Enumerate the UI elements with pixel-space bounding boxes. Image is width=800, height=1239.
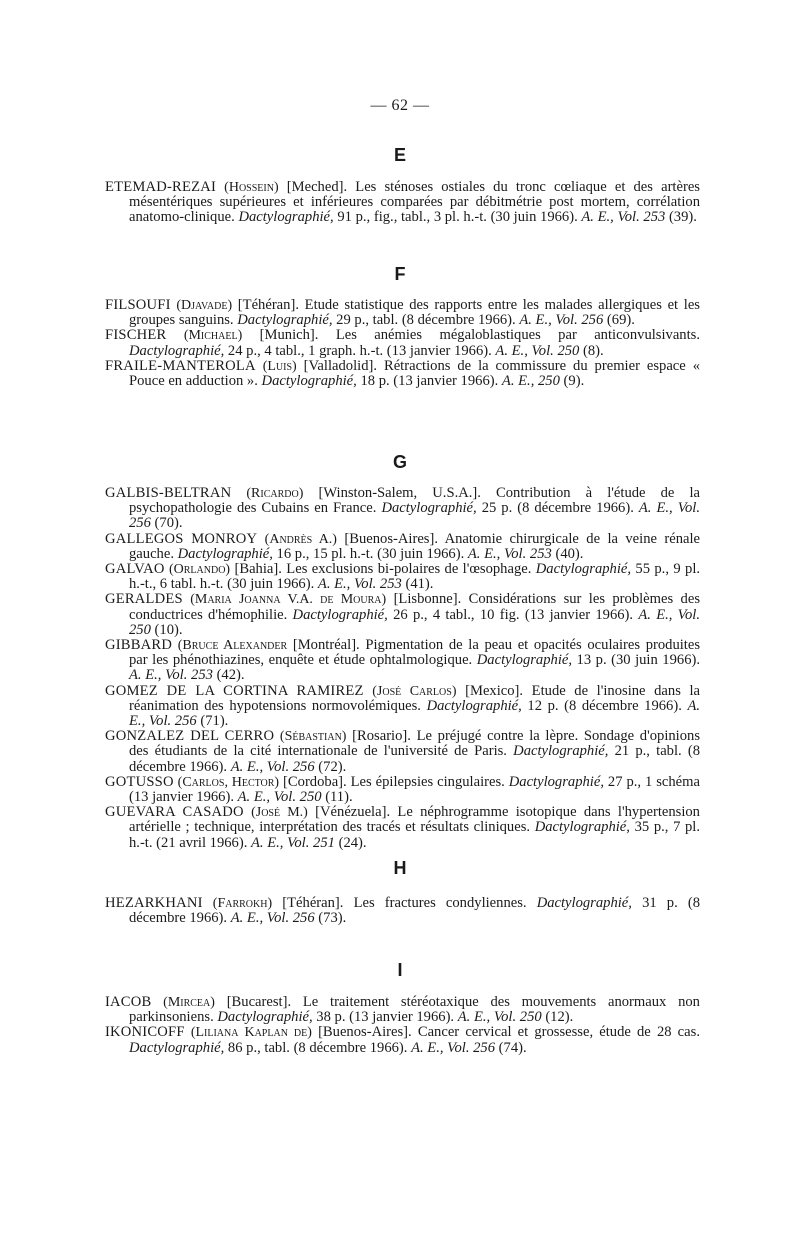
thesis-title: Cancer cervical et grossesse, étude de 28 cas. bbox=[417, 1024, 700, 1041]
bibliography-entry bbox=[105, 684, 700, 730]
author-name: FILSOUFI bbox=[105, 297, 171, 313]
entry-number: (39). bbox=[668, 209, 697, 226]
format-note: Dactylographié, bbox=[237, 312, 333, 329]
author-given-name: (Orlando) bbox=[168, 562, 231, 578]
bibliography-entry bbox=[105, 775, 700, 805]
author-name: GOMEZ DE LA CORTINA RAMIREZ bbox=[105, 682, 364, 699]
section-letter-i: I bbox=[397, 960, 403, 980]
author-city: [Munich]. bbox=[259, 327, 319, 344]
thesis-title: Pigmentation de la peau et opacités oculaires produites par les phénothiazines, enquête et étude ophtalmologique. bbox=[129, 637, 701, 669]
author-city: [Montréal]. bbox=[292, 637, 360, 654]
author-name: HEZARKHANI bbox=[105, 895, 203, 911]
entry-number: (40). bbox=[555, 545, 584, 562]
format-note: Dactylographié, bbox=[238, 209, 334, 226]
physical-details: 16 p., 15 pl. h.-t. (30 juin 1966). bbox=[276, 545, 465, 562]
section-letter-e: E bbox=[393, 145, 406, 165]
bibliography-entry bbox=[105, 729, 700, 775]
author-city: [Bucarest]. bbox=[226, 994, 292, 1010]
thesis-title: Etude de l'inosine dans la réanimation des hypotensions normovolémiques. bbox=[129, 682, 701, 714]
entry-number: (74). bbox=[498, 1039, 527, 1056]
physical-details: 55 p., 9 pl. h.-t., 6 tabl. h.-t. (30 juin 1966). bbox=[129, 561, 701, 593]
volume-reference: A. E., Vol. 256 bbox=[129, 697, 701, 730]
bibliography-entry bbox=[105, 180, 700, 226]
thesis-title: Le néphrogramme isotopique dans l'hypertension artérielle ; technique, interprétation des tracés et résultats cliniques. bbox=[129, 804, 700, 836]
physical-details: 35 p., 7 pl. h.-t. (21 avril 1966). bbox=[129, 819, 701, 851]
format-note: Dactylographié, bbox=[129, 1039, 225, 1056]
format-note: Dactylographié, bbox=[476, 652, 572, 669]
volume-reference: A. E., Vol. 253 bbox=[467, 545, 552, 562]
author-given-name: (Sébastian) bbox=[279, 729, 347, 745]
author-given-name: (Maria Joanna V.A. de Moura) bbox=[190, 592, 387, 608]
physical-details: 31 p. (8 décembre 1966). bbox=[129, 895, 700, 927]
thesis-title: Le préjugé contre la lèpre. Sondage d'opinions des étudiants de la cité internationale de l'université de Paris. bbox=[129, 728, 700, 760]
author-name: ETEMAD-REZAI bbox=[105, 179, 217, 195]
physical-details: 29 p., tabl. (8 décembre 1966). bbox=[336, 312, 516, 329]
entry-number: (10). bbox=[154, 621, 183, 638]
author-given-name: (Michael) bbox=[183, 328, 243, 344]
format-note: Dactylographié, bbox=[536, 895, 632, 911]
author-city: [Meched]. bbox=[286, 179, 348, 195]
entry-number: (73). bbox=[318, 910, 347, 927]
volume-reference: A. E., Vol. 256 bbox=[411, 1039, 495, 1056]
entry-number: (70). bbox=[154, 515, 183, 532]
author-name: FRAILE-MANTEROLA bbox=[105, 357, 256, 374]
author-given-name: (Djavade) bbox=[176, 298, 233, 313]
author-city: [Vénézuela]. bbox=[315, 804, 391, 821]
author-given-name: (Bruce Alexander bbox=[177, 638, 288, 654]
physical-details: 18 p. (13 janvier 1966). bbox=[360, 373, 499, 390]
thesis-title: Les anémies mégaloblastiques par anticonvulsivants. bbox=[335, 327, 700, 344]
physical-details: 24 p., 4 tabl., 1 graph. h.-t. (13 janvier 1966). bbox=[227, 342, 492, 359]
thesis-title: Anatomie chirurgicale de la veine rénale gauche. bbox=[129, 530, 700, 562]
author-city: [Buenos-Aires]. bbox=[318, 1024, 412, 1041]
author-given-name: (Farrokh) bbox=[212, 896, 273, 911]
author-city: [Buenos-Aires]. bbox=[344, 530, 438, 547]
entry-number: (42). bbox=[216, 667, 245, 684]
physical-details: 86 p., tabl. (8 décembre 1966). bbox=[227, 1039, 408, 1056]
format-note: Dactylographié, bbox=[129, 342, 225, 359]
author-given-name: (José Carlos) bbox=[372, 683, 457, 699]
author-name: GERALDES bbox=[105, 591, 183, 608]
author-given-name: (Mircea) bbox=[163, 995, 215, 1010]
format-note: Dactylographié, bbox=[177, 545, 273, 562]
format-note: Dactylographié, bbox=[426, 697, 522, 714]
physical-details: 26 p., 4 tabl., 10 fig. (13 janvier 1966). bbox=[393, 606, 634, 623]
entry-number: (9). bbox=[563, 373, 585, 390]
physical-details: 21 p., tabl. (8 décembre 1966). bbox=[129, 743, 701, 775]
author-given-name: (Hossein) bbox=[224, 180, 279, 195]
thesis-title: Les fractures condyliennes. bbox=[353, 895, 527, 911]
author-given-name: (Carlos, Hector) bbox=[177, 774, 280, 790]
entry-number: (71). bbox=[200, 713, 229, 730]
physical-details: 38 p. (13 janvier 1966). bbox=[316, 1009, 455, 1026]
volume-reference: A. E., Vol. 256 bbox=[230, 910, 315, 927]
format-note: Dactylographié, bbox=[508, 773, 604, 790]
author-city: [Valladolid]. bbox=[303, 357, 378, 374]
bibliography-entry bbox=[105, 1025, 700, 1055]
author-name: FISCHER bbox=[105, 327, 167, 344]
physical-details: 12 p. (8 décembre 1966). bbox=[527, 697, 682, 714]
author-given-name: (José M.) bbox=[251, 805, 308, 821]
author-city: [Téhéran]. bbox=[282, 895, 344, 911]
physical-details: 27 p., 1 schéma (13 janvier 1966). bbox=[129, 773, 700, 806]
section-h-entries bbox=[105, 896, 700, 926]
entry-number: (8). bbox=[582, 342, 604, 359]
format-note: Dactylographié, bbox=[535, 561, 632, 578]
format-note: Dactylographié, bbox=[534, 819, 630, 836]
bibliography-entry bbox=[105, 805, 700, 851]
bibliography-entry bbox=[105, 532, 700, 562]
author-city: [Bahia]. bbox=[234, 561, 282, 578]
section-f-entries bbox=[105, 298, 700, 389]
author-given-name: (Luis) bbox=[262, 358, 297, 374]
volume-reference: A. E., Vol. 256 bbox=[129, 500, 700, 532]
physical-details: 91 p., fig., tabl., 3 pl. h.-t. (30 juin 1966). bbox=[337, 209, 578, 226]
entry-number: (24). bbox=[338, 834, 367, 851]
author-name: IACOB bbox=[105, 994, 152, 1010]
bibliography-entry bbox=[105, 638, 700, 684]
author-city: [Mexico]. bbox=[465, 682, 524, 699]
physical-details: 25 p. (8 décembre 1966). bbox=[481, 500, 634, 517]
author-name: GIBBARD bbox=[105, 637, 173, 654]
volume-reference: A. E., Vol. 256 bbox=[230, 758, 315, 775]
section-g-entries bbox=[105, 486, 700, 851]
author-name: GALVAO bbox=[105, 561, 165, 578]
page-number: — 62 — bbox=[370, 97, 430, 114]
format-note: Dactylographié, bbox=[292, 606, 388, 623]
author-city: [Winston-Salem, U.S.A.]. bbox=[318, 485, 481, 501]
author-name: IKONICOFF bbox=[105, 1024, 185, 1041]
volume-reference: A. E., Vol. 253 bbox=[129, 667, 213, 684]
volume-reference: A. E., Vol. 251 bbox=[251, 834, 335, 851]
section-letter-f: F bbox=[394, 264, 406, 284]
bibliography-entry bbox=[105, 562, 700, 592]
thesis-title: Etude statistique des rapports entre les malades allergiques et les groupes sanguins. bbox=[129, 297, 700, 329]
entry-number: (69). bbox=[606, 312, 635, 329]
author-city: [Téhéran]. bbox=[237, 297, 299, 313]
volume-reference: A. E., Vol. 253 bbox=[317, 576, 402, 593]
physical-details: 13 p. (30 juin 1966). bbox=[576, 652, 701, 669]
thesis-title: Considérations sur les problèmes des conductrices d'hémophilie. bbox=[129, 591, 700, 623]
author-name: GUEVARA CASADO bbox=[105, 804, 244, 821]
entry-number: (41). bbox=[405, 576, 434, 593]
volume-reference: A. E., Vol. 250 bbox=[457, 1009, 542, 1026]
entry-number: (72). bbox=[318, 758, 347, 775]
author-given-name: (Ricardo) bbox=[246, 486, 304, 501]
volume-reference: A. E., Vol. 253 bbox=[581, 209, 666, 226]
section-letter-h: H bbox=[393, 858, 407, 878]
format-note: Dactylographié, bbox=[261, 373, 357, 390]
entry-number: (12). bbox=[545, 1009, 574, 1026]
thesis-title: Les épilepsies cingulaires. bbox=[350, 773, 505, 790]
format-note: Dactylographié, bbox=[381, 500, 477, 517]
volume-reference: A. E., Vol. 256 bbox=[519, 312, 604, 329]
bibliography-entry bbox=[105, 298, 700, 328]
volume-reference: A. E., 250 bbox=[501, 373, 560, 390]
volume-reference: A. E., Vol. 250 bbox=[237, 789, 322, 806]
author-name: GALLEGOS MONROY bbox=[105, 530, 258, 547]
bibliography-entry bbox=[105, 995, 700, 1025]
thesis-title: Contribution à l'étude de la psychopathologie des Cubains en France. bbox=[129, 485, 700, 517]
section-letter-g: G bbox=[392, 452, 407, 472]
entry-number: (11). bbox=[325, 789, 353, 806]
thesis-title: Les exclusions bi-polaires de l'œsophage. bbox=[286, 561, 532, 578]
author-city: [Lisbonne]. bbox=[393, 591, 462, 608]
section-i-entries bbox=[105, 995, 700, 1056]
volume-reference: A. E., Vol. 250 bbox=[495, 342, 580, 359]
format-note: Dactylographié, bbox=[513, 743, 609, 760]
author-name: GONZALEZ DEL CERRO bbox=[105, 728, 275, 745]
volume-reference: A. E., Vol. 250 bbox=[129, 606, 700, 638]
author-name: GOTUSSO bbox=[105, 773, 174, 790]
bibliography-entry bbox=[105, 896, 700, 926]
thesis-title: Rétractions de la commissure du premier espace « Pouce en adduction ». bbox=[129, 357, 701, 390]
bibliography-entry bbox=[105, 486, 700, 532]
bibliography-entry bbox=[105, 328, 700, 358]
section-e-entries bbox=[105, 180, 700, 226]
bibliography-entry bbox=[105, 592, 700, 638]
thesis-title: Le traitement stéréotaxique des mouvements anormaux non parkinsoniens. bbox=[129, 994, 700, 1026]
author-given-name: (Andrès A.) bbox=[264, 531, 337, 547]
author-name: GALBIS-BELTRAN bbox=[105, 485, 232, 501]
author-given-name: (Liliana Kaplan de) bbox=[190, 1025, 312, 1041]
author-city: [Cordoba]. bbox=[283, 773, 347, 790]
bibliography-entry bbox=[105, 359, 700, 389]
format-note: Dactylographié, bbox=[217, 1009, 313, 1026]
thesis-title: Les sténoses ostiales du tronc cœliaque et des artères mésentériques supérieures et inférieures comparées par débitmétrie post mortem, corrélation anatomo-clinique. bbox=[129, 179, 700, 226]
author-city: [Rosario]. bbox=[352, 728, 411, 745]
